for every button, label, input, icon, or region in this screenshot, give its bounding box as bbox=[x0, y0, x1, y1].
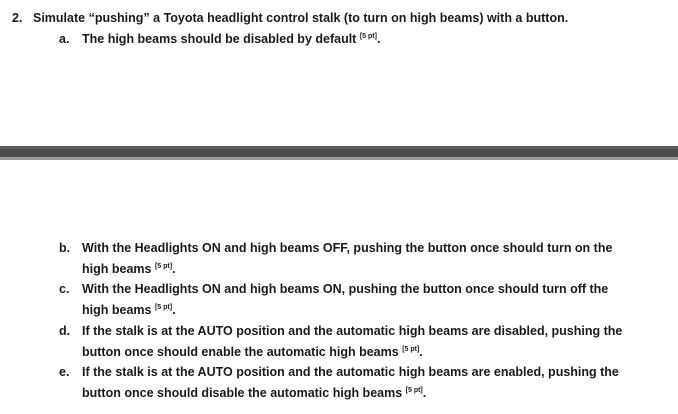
item-text: high beams bbox=[82, 262, 152, 276]
question-number: 2. bbox=[12, 11, 23, 25]
item-text: With the Headlights ON and high beams ON, pushing the button once should turn off the bbox=[82, 282, 609, 296]
item-suffix: . bbox=[172, 262, 176, 276]
item-text-line bbox=[82, 302, 176, 321]
item-letter: c. bbox=[59, 282, 70, 296]
item-letter: b. bbox=[59, 241, 71, 255]
points-label: [5 pt] bbox=[402, 346, 420, 353]
item-letter: d. bbox=[59, 324, 71, 338]
points-label: [5 pt] bbox=[154, 263, 173, 270]
item-suffix: . bbox=[172, 303, 176, 317]
page-break-divider bbox=[0, 146, 678, 160]
item-text: high beams bbox=[82, 303, 152, 317]
item-suffix: . bbox=[422, 386, 427, 400]
item-text-line bbox=[82, 31, 380, 50]
item-text: button once should disable the automatic high beams bbox=[82, 386, 403, 400]
item-text: If the stalk is at the AUTO position and the automatic high beams are enabled, pushing the bbox=[82, 365, 619, 379]
points-label: [5 pt] bbox=[154, 304, 173, 311]
points-label: [5 pt] bbox=[359, 33, 377, 40]
divider-bottom-edge bbox=[0, 157, 678, 160]
item-text: The high beams should be disabled by default bbox=[82, 32, 357, 46]
points-label: [5 pt] bbox=[405, 387, 423, 394]
item-letter: a. bbox=[59, 32, 70, 46]
divider-top-edge bbox=[0, 146, 678, 149]
question-text: Simulate “pushing” a Toyota headlight control stalk (to turn on high beams) with a button. bbox=[33, 11, 569, 25]
item-text-line bbox=[82, 261, 176, 280]
item-text: With the Headlights ON and high beams OFF, pushing the button once should turn on the bbox=[82, 241, 613, 255]
item-text-line bbox=[82, 344, 423, 363]
item-suffix: . bbox=[419, 345, 423, 359]
item-text-line bbox=[82, 385, 426, 404]
item-letter: e. bbox=[59, 365, 70, 379]
item-text: If the stalk is at the AUTO position and the automatic high beams are disabled, pushing the bbox=[82, 324, 623, 338]
item-suffix: . bbox=[376, 32, 381, 46]
item-text: button once should enable the automatic high beams bbox=[82, 345, 399, 359]
